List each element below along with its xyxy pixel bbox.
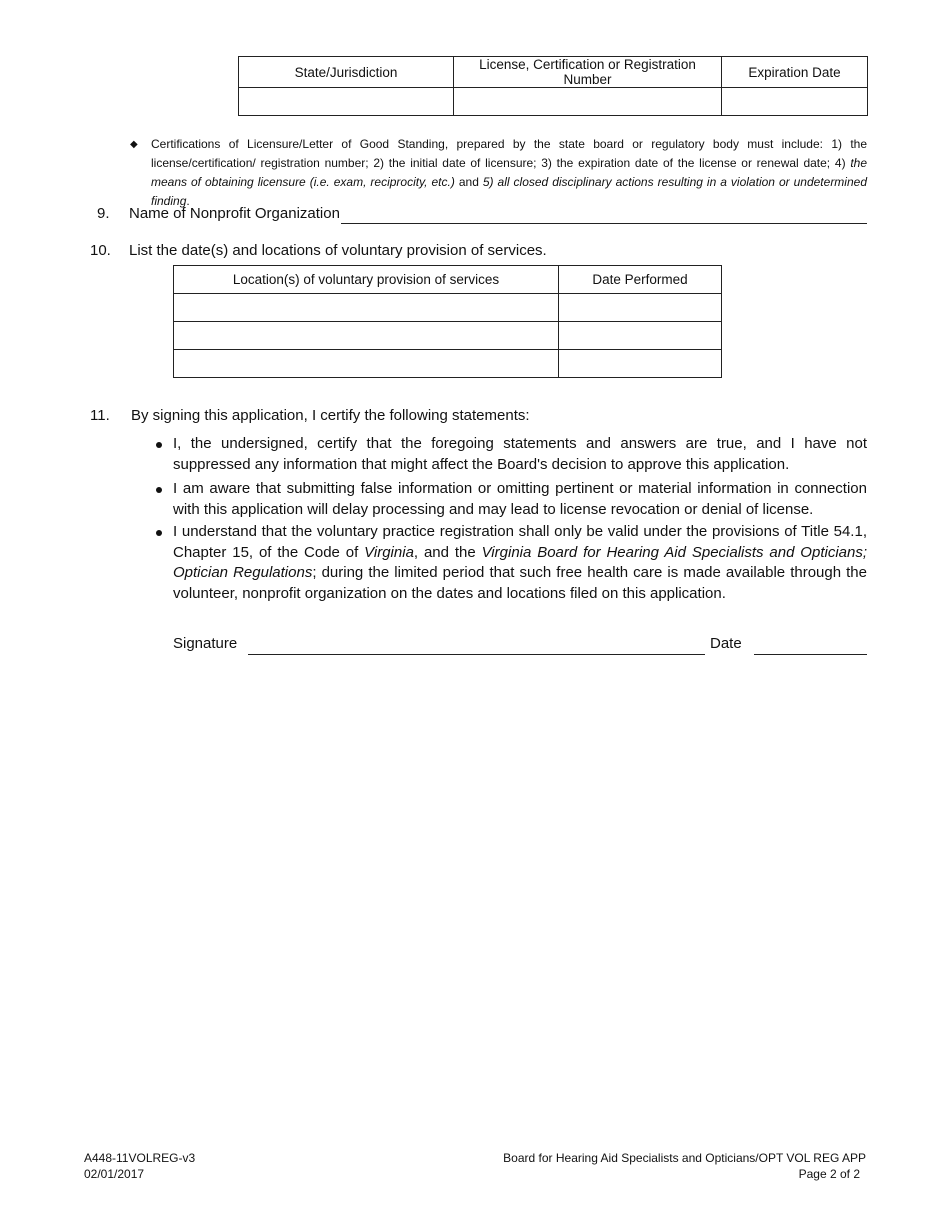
certify-statement-2	[173, 479, 867, 520]
nonprofit-name-field[interactable]	[341, 223, 867, 224]
table-row	[239, 88, 868, 116]
note-text-1: Certifications of Licensure/Letter of Good Standing, prepared by the state board or regulatory body must include: 1) the license/certification/ registration number; 2) the initial date of licensure; 3) the expiration date of the license or renewal date; 4)	[151, 137, 867, 170]
bullet-icon	[156, 487, 162, 493]
item-10-label: List the date(s) and locations of voluntary provision of services.	[129, 242, 547, 259]
certify-statement-3: I understand that the voluntary practice registration shall only be valid under the provisions of Title 54.1, Chapter 15, of the Code of Virginia, and the Virginia Board for Hearing Aid Specialists and Opticians; Optician Regulations; during the limited period that such free health care is made available through the volunteer, nonprofit organization on the dates and locations filed on this application.	[173, 522, 867, 604]
item-10-number: 10.	[90, 242, 111, 259]
state-cell[interactable]	[239, 88, 454, 116]
date-performed-cell[interactable]	[559, 294, 722, 322]
form-date: 02/01/2017	[84, 1167, 145, 1181]
location-cell[interactable]	[174, 350, 559, 378]
services-table	[173, 265, 722, 378]
board-name: Board for Hearing Aid Specialists and Opticians/OPT VOL REG APP	[503, 1151, 866, 1165]
note-text-italic-2: 5) all closed disciplinary actions resulting in a violation or undetermined finding	[151, 175, 867, 208]
date-performed-cell[interactable]	[559, 322, 722, 350]
note-text-2: and	[454, 175, 483, 189]
certify-statement-2-text: I am aware that submitting false information or omitting pertinent or material information in connection with this application will delay processing and may lead to license revocation or denial of license.	[173, 480, 867, 518]
column-header-date-performed: Date Performed	[559, 266, 722, 294]
note-text-3: .	[186, 194, 190, 208]
footer-board-info	[503, 1150, 866, 1182]
diamond-bullet-icon: ◆	[130, 139, 138, 150]
certifications-note	[130, 135, 867, 211]
column-header-location: Location(s) of voluntary provision of services	[174, 266, 559, 294]
signature-field[interactable]	[248, 654, 705, 655]
column-header-state: State/Jurisdiction	[239, 57, 454, 88]
certify-statement-1	[173, 434, 867, 475]
table-row	[174, 322, 722, 350]
date-performed-cell[interactable]	[559, 350, 722, 378]
table-header-row	[174, 266, 722, 294]
column-header-license-number: License, Certification or Registration Number	[454, 57, 722, 88]
item-9-label: Name of Nonprofit Organization	[129, 205, 340, 222]
location-cell[interactable]	[174, 322, 559, 350]
bullet-icon	[156, 442, 162, 448]
table-header-row	[239, 57, 868, 88]
signature-label: Signature	[173, 635, 238, 652]
note-text-italic-1: the means of obtaining licensure (i.e. exam, reciprocity, etc.)	[151, 156, 867, 189]
license-number-cell[interactable]	[454, 88, 722, 116]
table-row	[174, 294, 722, 322]
footer-form-info	[84, 1150, 195, 1182]
location-cell[interactable]	[174, 294, 559, 322]
date-field[interactable]	[754, 654, 867, 655]
item-9-number: 9.	[97, 205, 110, 222]
form-id: A448-11VOLREG-v3	[84, 1151, 196, 1165]
column-header-expiration-date: Expiration Date	[722, 57, 868, 88]
bullet-icon	[156, 530, 162, 536]
expiration-date-cell[interactable]	[722, 88, 868, 116]
certify-statement-1-text: I, the undersigned, certify that the foregoing statements and answers are true, and I have not suppressed any information that might affect the Board's decision to approve this application.	[173, 435, 867, 473]
item-11-number: 11.	[90, 407, 110, 424]
table-row	[174, 350, 722, 378]
license-table	[238, 56, 868, 116]
item-11-label: By signing this application, I certify the following statements:	[131, 407, 530, 424]
page-number: Page 2 of 2	[798, 1167, 860, 1181]
date-label: Date	[710, 635, 742, 652]
